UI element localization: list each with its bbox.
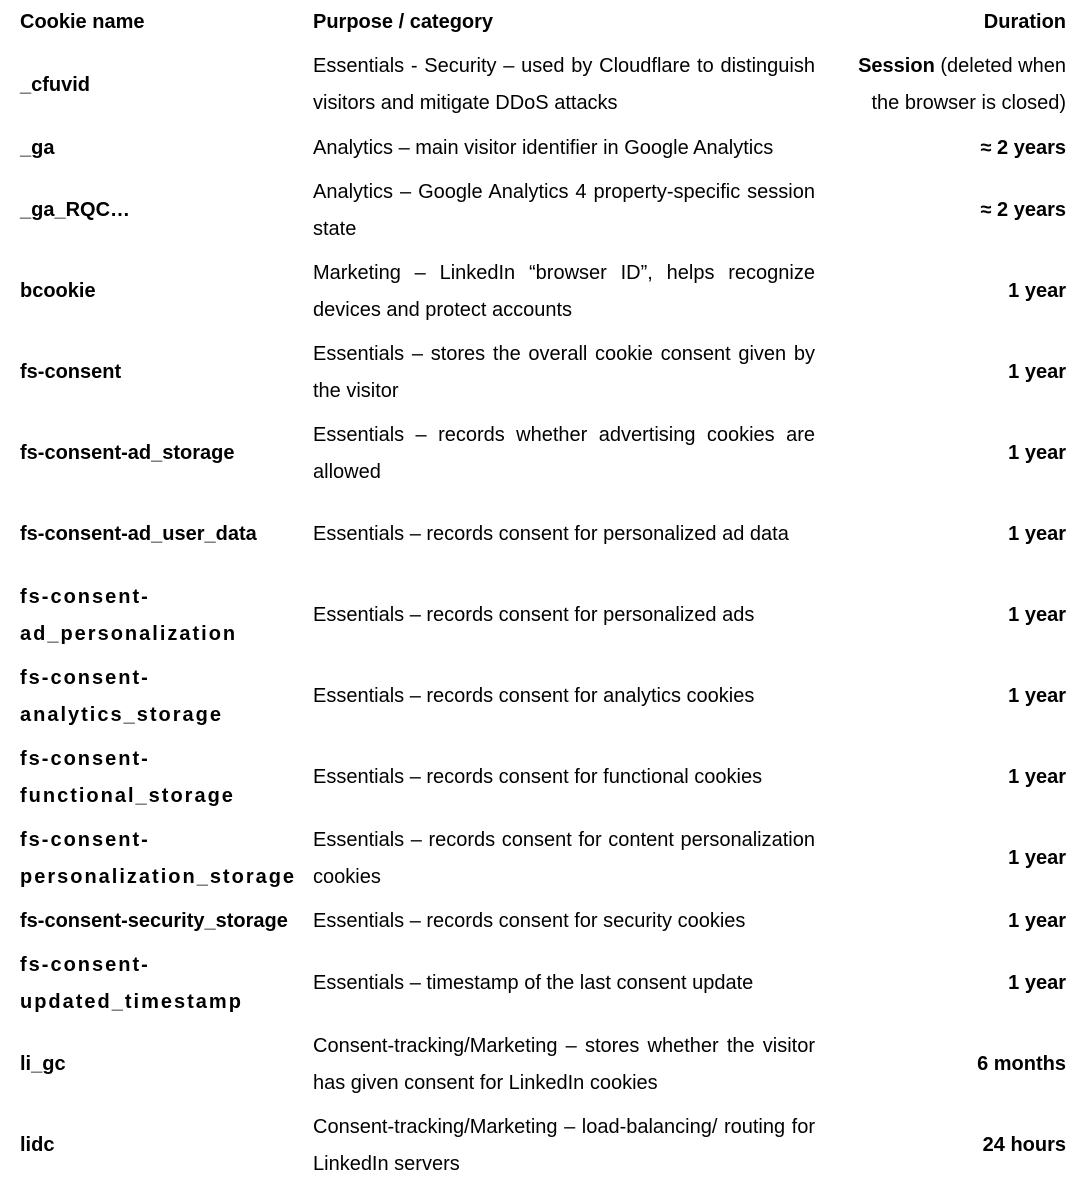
cookie-name-cell: fs-consent-ad_personalization	[20, 585, 238, 645]
purpose-cell: Consent-tracking/Marketing – stores whether the visitor has given consent for LinkedIn cookies	[313, 1034, 815, 1094]
table-row	[0, 1105, 1090, 1186]
header-duration: Duration	[983, 10, 1066, 33]
purpose-cell: Essentials - Security – used by Cloudflare to distinguish visitors and mitigate DDoS attacks	[313, 55, 815, 114]
purpose-cell: Essentials – stores the overall cookie consent given by the visitor	[313, 342, 815, 402]
duration-cell	[833, 44, 1090, 126]
purpose-cell: Marketing – LinkedIn “browser ID”, helps recognize devices and protect accounts	[313, 261, 815, 321]
purpose-cell: Essentials – records whether advertising cookies are allowed	[313, 423, 815, 483]
duration-cell: 1 year	[1008, 604, 1066, 626]
table-row	[0, 44, 1090, 126]
duration-cell: 1 year	[1008, 685, 1066, 707]
table-row	[0, 251, 1090, 332]
duration-cell: ≈ 2 years	[980, 199, 1066, 221]
table-row	[0, 818, 1090, 899]
duration-cell: 1 year	[1008, 847, 1066, 869]
table-row	[0, 899, 1090, 943]
purpose-cell: Analytics – Google Analytics 4 property-specific session state	[313, 180, 815, 240]
cookie-name-cell: fs-consent-personalization_storage	[20, 828, 297, 888]
cookie-name-cell: _ga	[20, 136, 55, 159]
duration-cell: 1 year	[1008, 909, 1066, 932]
cookie-name-cell: fs-consent-functional_storage	[20, 747, 235, 807]
purpose-cell: Essentials – records consent for analytics cookies	[313, 685, 755, 707]
cookie-name-cell: fs-consent-security_storage	[20, 909, 288, 932]
table-row	[0, 737, 1090, 818]
purpose-cell: Analytics – main visitor identifier in Google Analytics	[313, 136, 774, 159]
cookie-name-cell: fs-consent-ad_user_data	[20, 523, 257, 545]
table-row	[0, 575, 1090, 656]
purpose-cell: Essentials – records consent for personalized ads	[313, 604, 755, 626]
cookie-name-cell: _ga_RQC…	[20, 199, 131, 221]
duration-cell: 1 year	[1008, 523, 1066, 545]
cookie-name-cell: bcookie	[20, 280, 96, 302]
duration-cell: 1 year	[1008, 442, 1066, 464]
table-row	[0, 413, 1090, 494]
purpose-cell: Essentials – records consent for security cookies	[313, 909, 746, 932]
table-body	[0, 44, 1090, 1186]
duration-cell: 1 year	[1008, 766, 1066, 788]
table-row	[0, 170, 1090, 251]
table-row	[0, 332, 1090, 413]
table-row	[0, 943, 1090, 1024]
cookie-name-cell: fs-consent-updated_timestamp	[20, 953, 243, 1013]
duration-cell: 24 hours	[982, 1134, 1066, 1156]
duration-cell: ≈ 2 years	[980, 136, 1066, 159]
table-header	[0, 0, 1090, 44]
cookie-name-cell: fs-consent-analytics_storage	[20, 666, 223, 726]
cookie-name-cell: li_gc	[20, 1053, 66, 1075]
cookie-name-cell: fs-consent	[20, 361, 122, 383]
duration-cell: 1 year	[1008, 361, 1066, 383]
duration-cell: 1 year	[1008, 280, 1066, 302]
cookie-name-cell: fs-consent-ad_storage	[20, 442, 235, 464]
table-row	[0, 1024, 1090, 1105]
table-row	[0, 126, 1090, 170]
purpose-cell: Essentials – records consent for personalized ad data	[313, 523, 789, 545]
header-purpose: Purpose / category	[313, 10, 494, 33]
cookie-name-cell: lidc	[20, 1134, 55, 1156]
purpose-cell: Consent-tracking/Marketing – load-balancing/ routing for LinkedIn servers	[313, 1115, 815, 1175]
purpose-cell: Essentials – records consent for content personalization cookies	[313, 828, 815, 888]
duration-note-text: (deleted when the browser is closed)	[871, 55, 1066, 114]
header-cookie-name: Cookie name	[20, 10, 145, 33]
purpose-cell: Essentials – timestamp of the last consent update	[313, 972, 754, 994]
duration-bold-text: Session	[858, 55, 935, 77]
table-row	[0, 494, 1090, 575]
duration-cell: 1 year	[1008, 972, 1066, 994]
table-row	[0, 656, 1090, 737]
cookie-name-cell: _cfuvid	[20, 73, 91, 96]
purpose-cell: Essentials – records consent for functional cookies	[313, 766, 763, 788]
duration-cell: 6 months	[977, 1053, 1066, 1075]
header-row	[0, 0, 1090, 44]
